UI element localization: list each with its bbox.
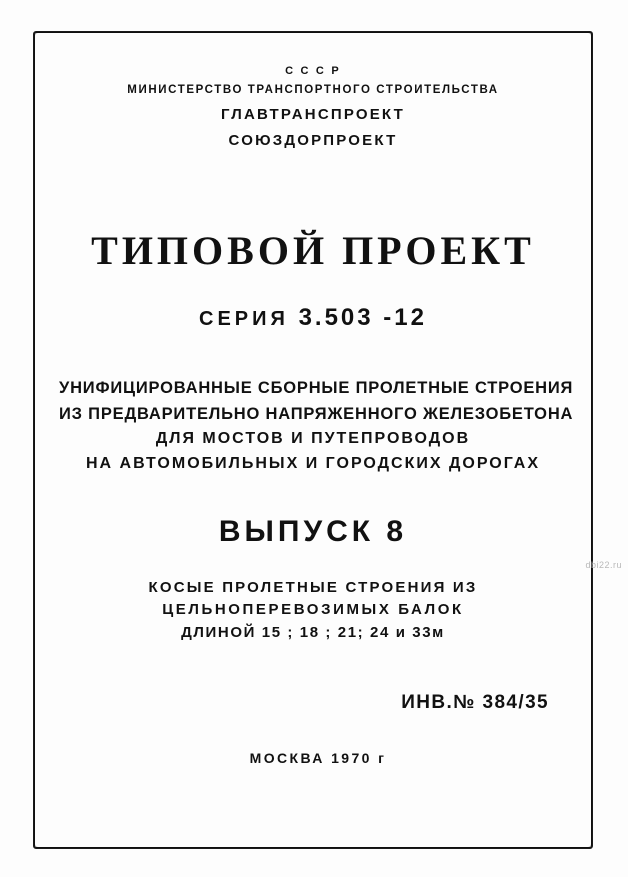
series-label: СЕРИЯ	[199, 308, 289, 330]
description-line-2: ИЗ ПРЕДВАРИТЕЛЬНО НАПРЯЖЕННОГО ЖЕЛЕЗОБЕТОНА	[59, 404, 574, 423]
country-name: С С С Р	[285, 65, 341, 77]
description-block	[59, 376, 574, 477]
subdescription-block	[59, 577, 567, 645]
ministry-name: МИНИСТЕРСТВО ТРАНСПОРТНОГО СТРОИТЕЛЬСТВА	[127, 84, 499, 96]
subdescription-line-1: КОСЫЕ ПРОЛЕТНЫЕ СТРОЕНИЯ ИЗ	[148, 578, 478, 596]
document-title: ТИПОВОЙ ПРОЕКТ	[91, 228, 535, 273]
subdescription-line-2: ЦЕЛЬНОПЕРЕВОЗИМЫХ БАЛОК	[162, 601, 464, 619]
description-line-3: ДЛЯ МОСТОВ И ПУТЕПРОВОДОВ	[155, 430, 471, 448]
organization-block	[59, 65, 567, 149]
institute-name: СОЮЗДОРПРОЕКТ	[228, 132, 398, 149]
series-line	[59, 304, 567, 332]
agency-name: ГЛАВТРАНСПРОЕКТ	[220, 106, 406, 123]
watermark-text: dbi22.ru	[585, 560, 622, 570]
issue-number: ВЫПУСК 8	[218, 514, 408, 548]
description-line-1: УНИФИЦИРОВАННЫЕ СБОРНЫЕ ПРОЛЕТНЫЕ СТРОЕНИЯ	[59, 379, 574, 397]
inventory-number: ИНВ.№ 384/35	[401, 692, 549, 714]
series-number: 3.503 -12	[298, 304, 427, 331]
description-line-4: НА АВТОМОБИЛЬНЫХ И ГОРОДСКИХ ДОРОГАХ	[85, 454, 541, 472]
subdescription-line-3: ДЛИНОЙ 15 ; 18 ; 21; 24 и 33м	[181, 623, 445, 641]
city-and-year: МОСКВА 1970 г	[249, 750, 387, 767]
title-page-content	[33, 31, 593, 849]
